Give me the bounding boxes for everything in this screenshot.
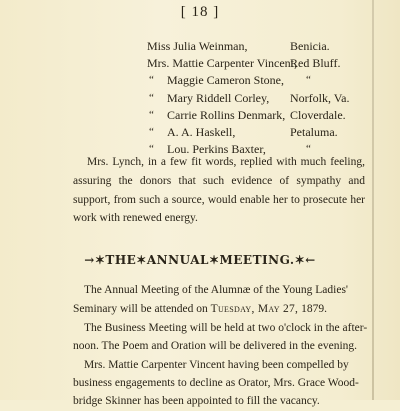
donor-row bbox=[0, 90, 400, 107]
donor-place: Red Bluff. bbox=[290, 56, 341, 71]
donor-row bbox=[0, 72, 400, 89]
meeting-text: Seminary will be attended on bbox=[73, 303, 211, 315]
donor-place: Norfolk, Va. bbox=[290, 90, 350, 105]
meeting-text-line: bridge Skinner has been appointed to fill the vacancy. bbox=[73, 395, 320, 407]
donor-name: Mrs. Mattie Carpenter Vincent, bbox=[147, 56, 298, 71]
donor-row bbox=[0, 107, 400, 124]
donor-row bbox=[0, 38, 400, 55]
ditto-mark: “ bbox=[149, 108, 154, 121]
meeting-text-line: The Business Meeting will be held at two o'clock in the after- bbox=[84, 322, 368, 334]
donor-place: Benicia. bbox=[290, 39, 330, 53]
place-ditto-mark: “ bbox=[306, 143, 311, 156]
donor-name: Mary Riddell Corley, bbox=[167, 90, 270, 105]
lynch-reply-paragraph: Mrs. Lynch, in a few fit words, replied with much feeling, assuring the donors that such evidence of sympathy and support, from such a source, would enable her to prosecute her work with renewed energy. bbox=[73, 156, 365, 225]
donor-name: Maggie Cameron Stone, bbox=[167, 73, 284, 88]
donor-name: Miss Julia Weinman, bbox=[147, 39, 248, 53]
meeting-text-line: The Annual Meeting of the Alumnæ of the Young Ladies' bbox=[84, 284, 348, 296]
donor-name: A. A. Haskell, bbox=[167, 124, 236, 139]
donor-list bbox=[0, 38, 400, 158]
donor-name: Carrie Rollins Denmark, bbox=[167, 107, 286, 122]
meeting-text-line: business engagements to decline as Orator, Mrs. Grace Wood- bbox=[73, 377, 359, 389]
ditto-mark: “ bbox=[149, 143, 154, 156]
donor-row bbox=[0, 55, 400, 72]
ditto-mark: “ bbox=[149, 91, 154, 104]
page-number: [ 18 ] bbox=[180, 4, 220, 20]
donor-row bbox=[0, 124, 400, 141]
ditto-mark: “ bbox=[149, 74, 154, 87]
meeting-text-line: noon. The Poem and Oration will be delivered in the evening. bbox=[73, 340, 358, 352]
meeting-text-line: Mrs. Mattie Carpenter Vincent having been compelled by bbox=[84, 359, 349, 371]
donor-name: Lou. Perkins Baxter, bbox=[167, 142, 266, 157]
meeting-year: 1879. bbox=[298, 303, 327, 315]
meeting-date: Tuesday, May 27, bbox=[210, 303, 299, 315]
meeting-date-line bbox=[73, 300, 365, 319]
annual-meeting-heading: →✶THE✶ANNUAL✶MEETING.✶← bbox=[84, 253, 316, 267]
ditto-mark: “ bbox=[149, 125, 154, 138]
donor-place: Cloverdale. bbox=[290, 107, 346, 122]
donor-place: Petaluma. bbox=[290, 124, 338, 139]
place-ditto-mark: “ bbox=[306, 74, 311, 87]
